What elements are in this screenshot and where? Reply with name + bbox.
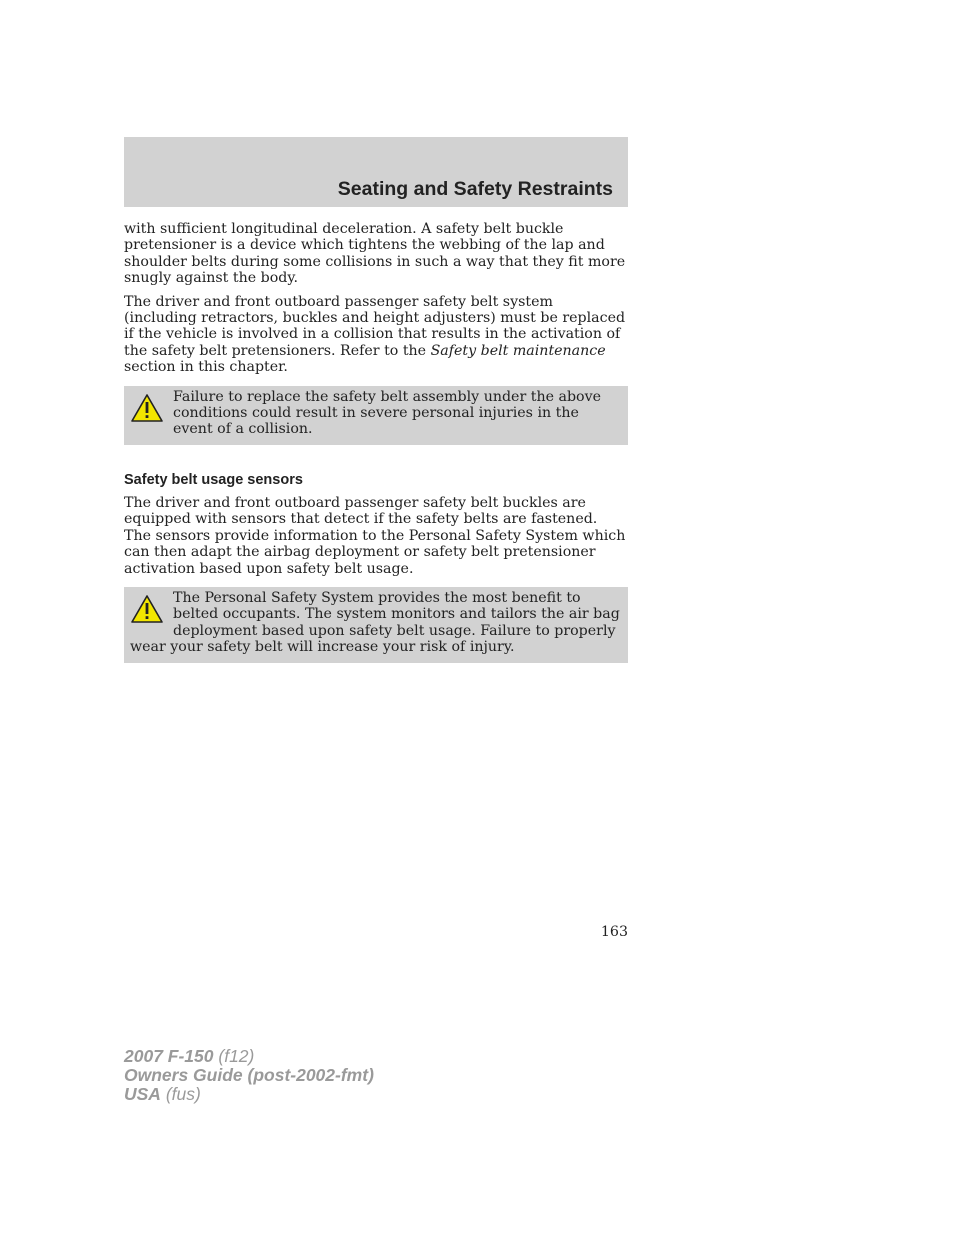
warning-text-personal-safety: The Personal Safety System provides the most benefit to belted occupants. The system monitors and tailors the air bag deployment based upon safety belt usage. Failure to properly wear your safety belt will increase your risk of injury. — [130, 589, 620, 656]
page-content — [124, 221, 628, 663]
section-title: Seating and Safety Restraints — [337, 178, 613, 200]
paragraph-replacement — [124, 294, 628, 376]
document-footer — [124, 1047, 374, 1104]
paragraph-usage-sensors: The driver and front outboard passenger safety belt buckles are equipped with sensors that detect if the safety belts are fastened. The sensors provide information to the Personal Safety System which can then adapt the airbag deployment or safety belt pretensioner activation based upon safety belt usage. — [124, 494, 626, 577]
warning-triangle-icon — [130, 594, 164, 624]
warning-box-personal-safety — [124, 587, 628, 663]
footer-line-market — [124, 1085, 374, 1104]
warning-text-replacement: Failure to replace the safety belt assembly under the above conditions could result in severe personal injuries in the event of a collision. — [173, 388, 601, 438]
page-number: 163 — [600, 924, 628, 940]
section-heading-usage-sensors: Safety belt usage sensors — [124, 471, 303, 488]
warning-box-replacement — [124, 386, 628, 445]
footer-model-code: (f12) — [213, 1046, 255, 1066]
paragraph-pretensioner: with sufficient longitudinal deceleration. A safety belt buckle pretensioner is a device which tightens the webbing of the lap and shoulder belts during some collisions in such a way that they fit more snugly against the body. — [124, 221, 626, 287]
maintenance-reference: Safety belt maintenance — [430, 342, 606, 359]
warning-triangle-icon — [130, 393, 164, 423]
footer-guide: Owners Guide (post-2002-fmt) — [124, 1065, 374, 1085]
footer-line-model — [124, 1047, 374, 1066]
footer-market-code: (fus) — [160, 1084, 201, 1104]
footer-line-guide — [124, 1066, 374, 1085]
footer-market: USA — [124, 1084, 161, 1104]
section-header-band — [124, 137, 628, 207]
paragraph-replacement-text: The driver and front outboard passenger safety belt system (including retractors, buckles and height adjusters) must be replaced if the vehicle is involved in a collision that results in the activation of the safety belt pretensioners. Refer to the — [124, 293, 626, 359]
footer-model: 2007 F-150 — [124, 1046, 214, 1066]
paragraph-replacement-tail: section in this chapter. — [124, 359, 288, 376]
